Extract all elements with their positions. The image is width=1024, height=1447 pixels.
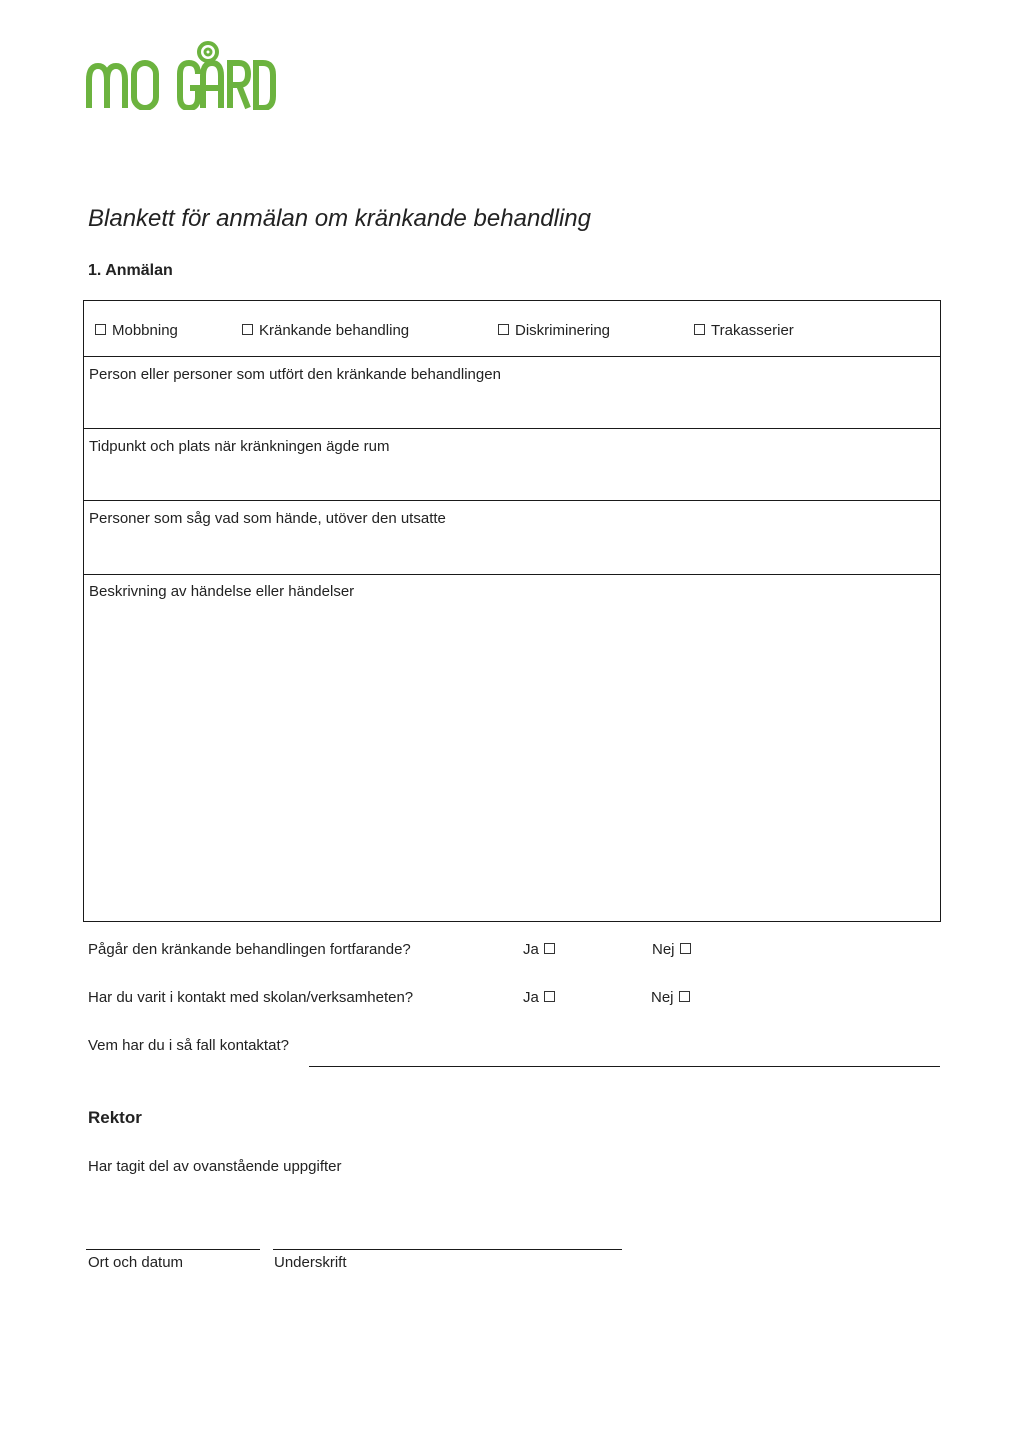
signature-label: Underskrift <box>274 1254 347 1271</box>
checkbox-krankande-behandling[interactable]: Kränkande behandling <box>242 322 409 339</box>
mo-gard-logo <box>84 38 276 110</box>
section-heading-anmalan: 1. Anmälan <box>88 262 173 279</box>
place-date-label: Ort och datum <box>88 1254 184 1271</box>
question-who-contacted: Vem har du i så fall kontaktat? <box>88 1037 289 1054</box>
checkbox-icon[interactable] <box>242 324 253 335</box>
description-label: Beskrivning av händelse eller händelser <box>89 583 355 600</box>
witnesses-field[interactable] <box>84 501 940 575</box>
report-type-row <box>84 301 940 357</box>
place-date-input-line[interactable] <box>86 1249 260 1250</box>
rektor-heading: Rektor <box>88 1108 142 1127</box>
checkbox-icon[interactable] <box>680 943 691 954</box>
checkbox-diskriminering[interactable]: Diskriminering <box>498 322 610 339</box>
checkbox-icon[interactable] <box>544 943 555 954</box>
contacted-yes-checkbox[interactable]: Ja <box>523 989 555 1006</box>
signature-input-line[interactable] <box>273 1249 622 1250</box>
perpetrators-field[interactable] <box>84 357 940 429</box>
question-ongoing: Pågår den kränkande behandlingen fortfarande? <box>88 941 411 958</box>
time-place-label: Tidpunkt och plats när kränkningen ägde rum <box>89 438 390 455</box>
checkbox-icon[interactable] <box>544 991 555 1002</box>
contacted-no-checkbox[interactable]: Nej <box>651 989 690 1006</box>
checkbox-mobbning[interactable]: Mobbning <box>95 322 178 339</box>
checkbox-icon[interactable] <box>694 324 705 335</box>
report-form-table <box>83 300 941 922</box>
checkbox-icon[interactable] <box>679 991 690 1002</box>
ongoing-no-checkbox[interactable]: Nej <box>652 941 691 958</box>
witnesses-label: Personer som såg vad som hände, utöver den utsatte <box>89 510 446 527</box>
checkbox-icon[interactable] <box>498 324 509 335</box>
time-place-field[interactable] <box>84 429 940 501</box>
question-contacted: Har du varit i kontakt med skolan/verksamheten? <box>88 989 414 1006</box>
description-field[interactable] <box>84 575 940 921</box>
perpetrators-label: Person eller personer som utfört den kränkande behandlingen <box>89 366 501 383</box>
checkbox-trakasserier[interactable]: Trakasserier <box>694 322 794 339</box>
rektor-acknowledged-text: Har tagit del av ovanstående uppgifter <box>88 1158 342 1175</box>
who-contacted-input-line[interactable] <box>309 1066 940 1067</box>
form-title: Blankett för anmälan om kränkande behandling <box>88 205 591 232</box>
ongoing-yes-checkbox[interactable]: Ja <box>523 941 555 958</box>
checkbox-icon[interactable] <box>95 324 106 335</box>
